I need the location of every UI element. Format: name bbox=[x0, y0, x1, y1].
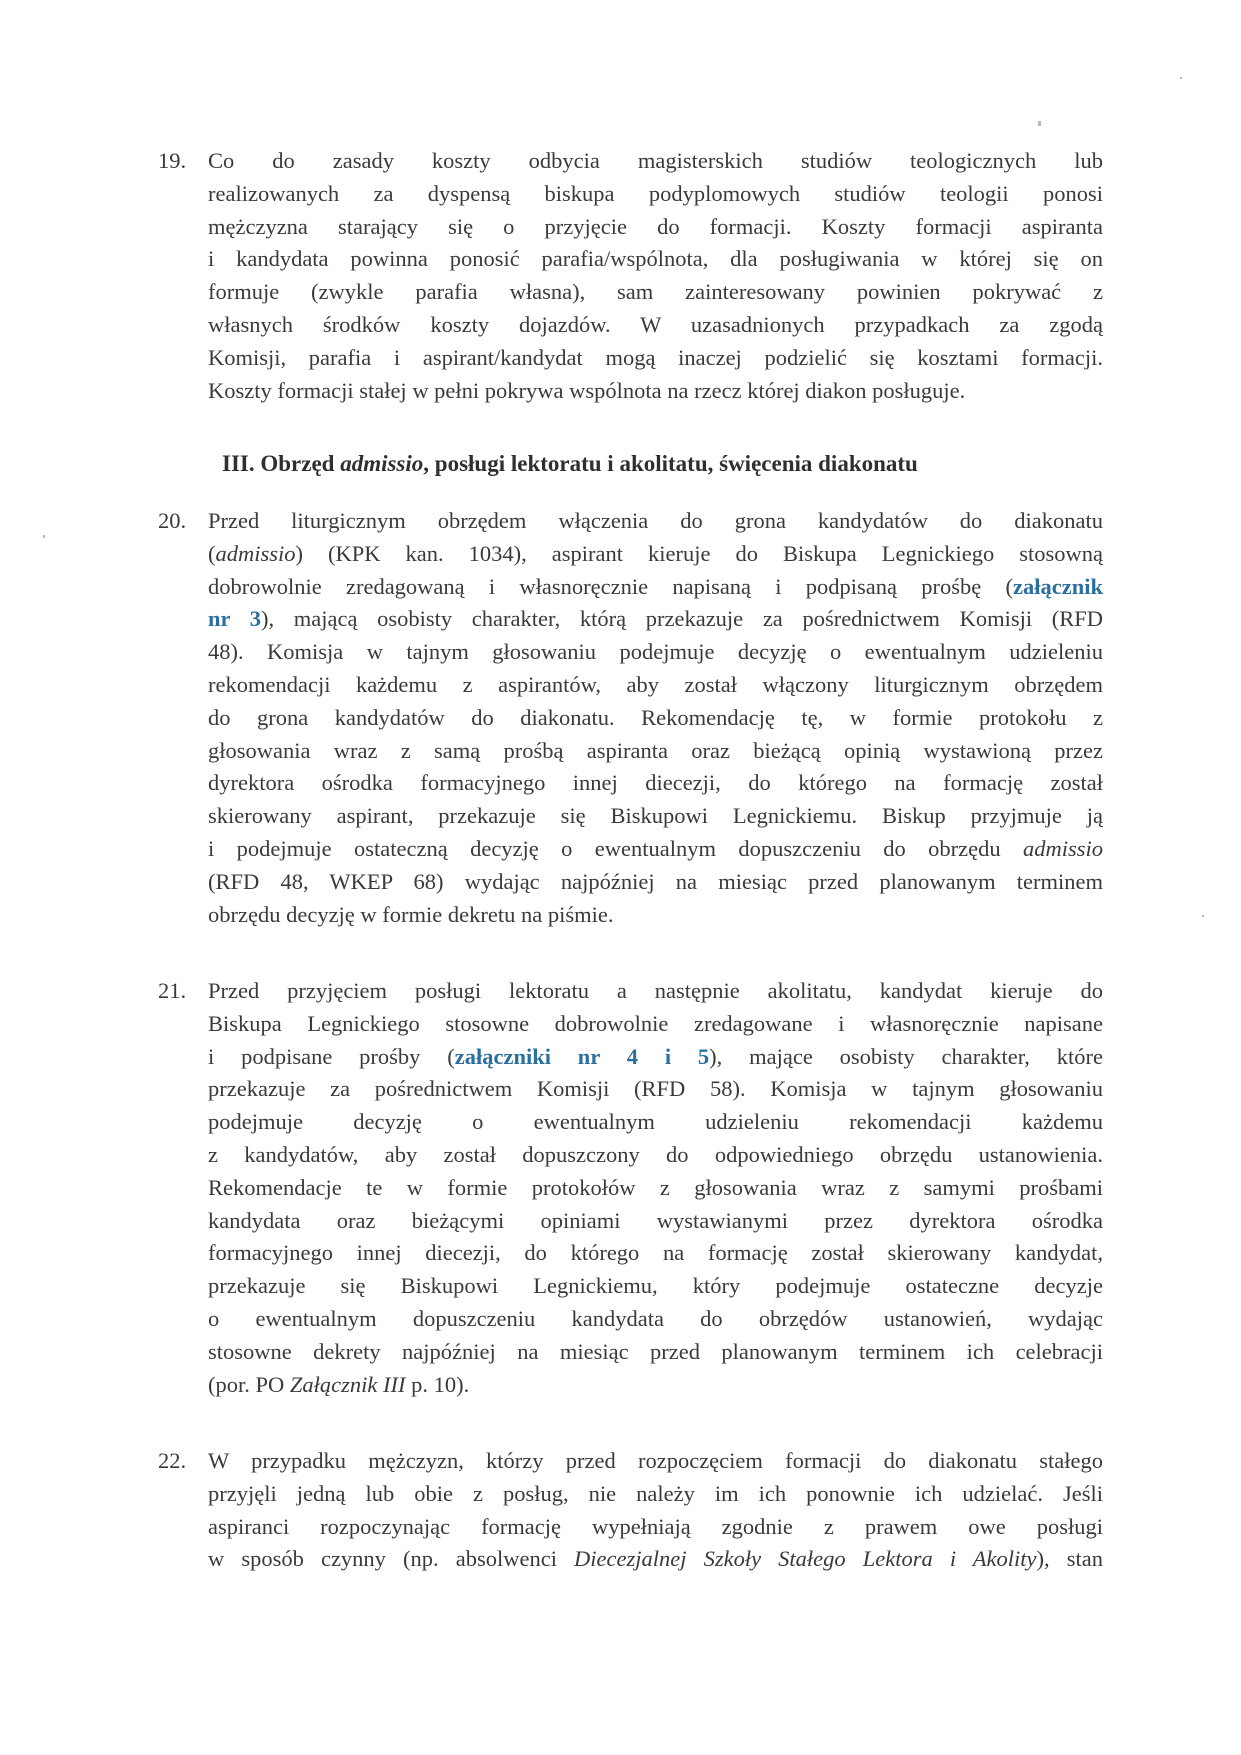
paragraph-body bbox=[208, 1445, 1103, 1576]
text-line: skierowany aspirant, przekazuje się Biskupowi Legnickiemu. Biskup przyjmuje ją bbox=[208, 803, 1103, 829]
paragraph-21 bbox=[160, 975, 1103, 1401]
text-line: Komisji, parafia i aspirant/kandydat mogą inaczej podzielić się kosztami formacji. bbox=[208, 344, 1103, 370]
text-line: przekazuje za pośrednictwem Komisji (RFD 58). Komisja w tajnym głosowaniu bbox=[208, 1076, 1103, 1102]
text-line: i podejmuje ostateczną decyzję o ewentualnym dopuszczeniu do obrzędu admissio bbox=[208, 835, 1103, 861]
text-line: z kandydatów, aby został dopuszczony do odpowiedniego obrzędu ustanowienia. bbox=[208, 1141, 1103, 1167]
paragraph-number: 19. bbox=[158, 148, 187, 173]
attachments-4-5-link[interactable]: załączniki nr 4 i 5 bbox=[454, 1043, 710, 1069]
attachment-3-link[interactable]: załącznik bbox=[1013, 573, 1103, 599]
text-line: (por. PO Załącznik III p. 10). bbox=[208, 1371, 470, 1397]
text-line: dobrowolnie zredagowaną i własnoręcznie napisaną i podpisaną prośbę (załącznik bbox=[208, 573, 1103, 599]
text-line: przekazuje się Biskupowi Legnickiemu, który podejmuje ostateczne decyzje bbox=[208, 1273, 1103, 1299]
text-line: Koszty formacji stałej w pełni pokrywa wspólnota na rzecz której diakon posługuje. bbox=[208, 377, 966, 403]
text-line: dyrektora ośrodka formacyjnego innej diecezji, do którego na formację został bbox=[208, 770, 1103, 796]
text-line: (RFD 48, WKEP 68) wydając najpóźniej na miesiąc przed planowanym terminem bbox=[208, 868, 1103, 894]
text-line: przyjęli jedną lub obie z posług, nie należy im ich ponownie ich udzielać. Jeśli bbox=[208, 1480, 1103, 1506]
text-line: realizowanych za dyspensą biskupa podyplomowych studiów teologii ponosi bbox=[208, 180, 1103, 206]
text-line: o ewentualnym dopuszczeniu kandydata do obrzędów ustanowień, wydając bbox=[208, 1305, 1103, 1331]
text-line: Rekomendacje te w formie protokołów z głosowania wraz z samymi prośbami bbox=[208, 1174, 1103, 1200]
text-line: aspiranci rozpoczynając formację wypełniają zgodnie z prawem owe posługi bbox=[208, 1513, 1103, 1539]
section-heading: III. Obrzęd admissio, posługi lektoratu i akolitatu, święcenia diakonatu bbox=[222, 451, 918, 476]
text-line: i kandydata powinna ponosić parafia/wspólnota, dla posługiwania w której się on bbox=[208, 246, 1103, 272]
paragraph-body bbox=[208, 145, 1103, 407]
text-line: (admissio) (KPK kan. 1034), aspirant kieruje do Biskupa Legnickiego stosowną bbox=[208, 540, 1103, 566]
paragraph-number: 22. bbox=[158, 1448, 187, 1473]
text-line: stosowne dekrety najpóźniej na miesiąc przed planowanym terminem ich celebracji bbox=[208, 1338, 1103, 1364]
paragraph-body bbox=[208, 975, 1103, 1401]
text-line: do grona kandydatów do diakonatu. Rekomendację tę, w formie protokołu z bbox=[208, 704, 1103, 730]
text-line: W przypadku mężczyzn, którzy przed rozpoczęciem formacji do diakonatu stałego bbox=[208, 1448, 1103, 1473]
text-line: rekomendacji każdemu z aspirantów, aby został włączony liturgicznym obrzędem bbox=[208, 671, 1103, 697]
scan-speck bbox=[1180, 77, 1182, 79]
heading-italic: admissio bbox=[340, 451, 424, 476]
paragraph-19 bbox=[160, 145, 1103, 407]
text-line: Przed liturgicznym obrzędem włączenia do grona kandydatów do diakonatu bbox=[208, 508, 1103, 533]
paragraph-22 bbox=[160, 1445, 1103, 1576]
paragraph-20 bbox=[160, 505, 1103, 931]
text-line: nr 3), mającą osobisty charakter, którą przekazuje za pośrednictwem Komisji (RFD bbox=[208, 606, 1103, 632]
text-line: obrzędu decyzję w formie dekretu na piśmie. bbox=[208, 901, 614, 927]
text-line: Co do zasady koszty odbycia magisterskich studiów teologicznych lub bbox=[208, 148, 1103, 173]
text-line: i podpisane prośby (załączniki nr 4 i 5), mające osobisty charakter, które bbox=[208, 1043, 1103, 1069]
paragraph-body bbox=[208, 505, 1103, 931]
paragraph-number: 21. bbox=[158, 978, 187, 1003]
scan-speck bbox=[1038, 121, 1041, 126]
text-line: formacyjnego innej diecezji, do którego na formację został skierowany kandydat, bbox=[208, 1240, 1103, 1266]
text-line: Biskupa Legnickiego stosowne dobrowolnie zredagowane i własnoręcznie napisane bbox=[208, 1010, 1103, 1036]
attachment-3-link[interactable]: nr 3 bbox=[208, 606, 261, 632]
text-line: formuje (zwykle parafia własna), sam zainteresowany powinien pokrywać z bbox=[208, 279, 1103, 305]
text-line: głosowania wraz z samą prośbą aspiranta oraz bieżącą opinią wystawioną przez bbox=[208, 737, 1103, 763]
text-line: kandydata oraz bieżącymi opiniami wystawianymi przez dyrektora ośrodka bbox=[208, 1207, 1103, 1233]
text-line: mężczyzna starający się o przyjęcie do formacji. Koszty formacji aspiranta bbox=[208, 213, 1103, 239]
scan-speck bbox=[1202, 915, 1204, 917]
scan-speck bbox=[43, 535, 45, 538]
text-line: podejmuje decyzję o ewentualnym udzieleniu rekomendacji każdemu bbox=[208, 1109, 1103, 1135]
paragraph-number: 20. bbox=[158, 508, 187, 533]
text-line: 48). Komisja w tajnym głosowaniu podejmuje decyzję o ewentualnym udzieleniu bbox=[208, 639, 1103, 665]
text-line: Przed przyjęciem posługi lektoratu a następnie akolitatu, kandydat kieruje do bbox=[208, 978, 1103, 1003]
text-line: własnych środków koszty dojazdów. W uzasadnionych przypadkach za zgodą bbox=[208, 311, 1103, 337]
text-line: w sposób czynny (np. absolwenci Diecezjalnej Szkoły Stałego Lektora i Akolity), stan bbox=[208, 1546, 1103, 1572]
